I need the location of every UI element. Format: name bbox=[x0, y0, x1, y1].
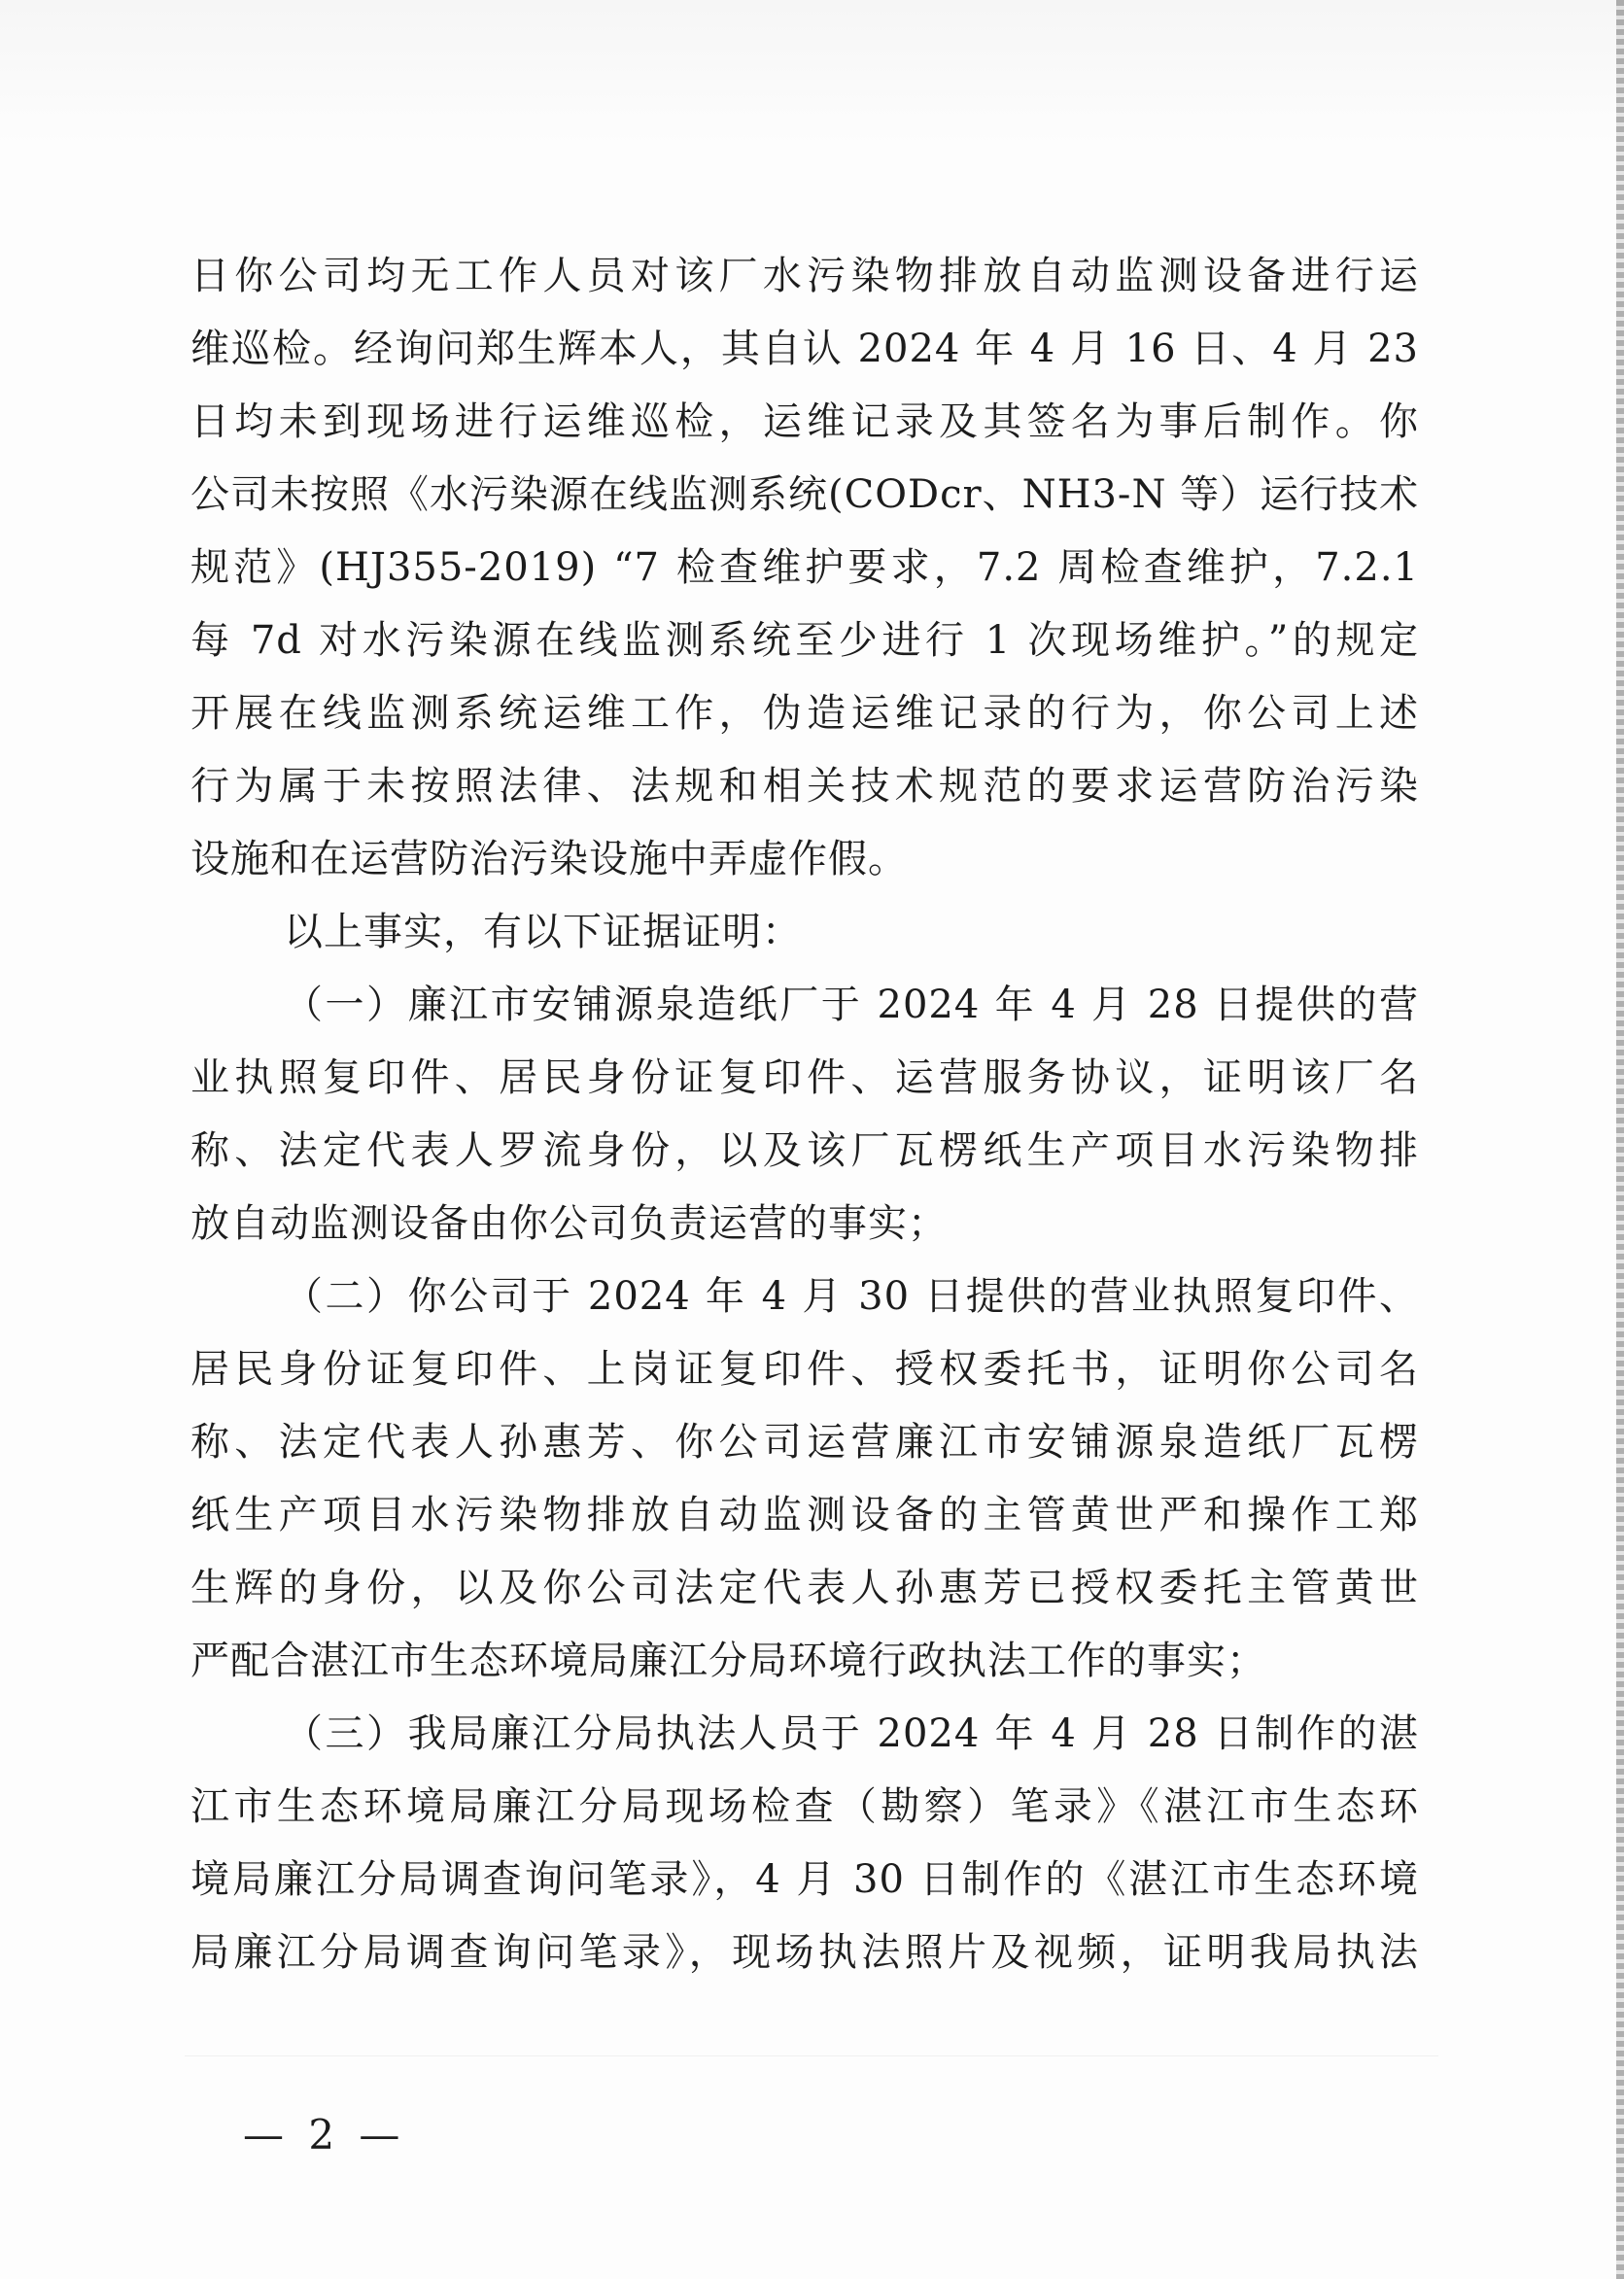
paragraph-evidence-3 bbox=[190, 1698, 1419, 1989]
text-line: 每 7d 对水污染源在线监测系统至少进行 1 次现场维护。”的规定 bbox=[190, 618, 1419, 663]
scan-edge-right bbox=[1616, 0, 1624, 2279]
scan-artifact-line bbox=[185, 2055, 1438, 2056]
text-line: 称、法定代表人罗流身份，以及该厂瓦楞纸生产项目水污染物排 bbox=[190, 1128, 1419, 1173]
text-line: 业执照复印件、居民身份证复印件、运营服务协议，证明该厂名 bbox=[190, 1055, 1419, 1100]
text-line: 日均未到现场进行运维巡检，运维记录及其签名为事后制作。你 bbox=[190, 399, 1419, 444]
text-line: 日你公司均无工作人员对该厂水污染物排放自动监测设备进行运 bbox=[190, 254, 1419, 298]
text-line: 公司未按照《水污染源在线监测系统(CODcr、NH3-N 等）运行技术 bbox=[190, 472, 1420, 517]
document-body bbox=[190, 240, 1419, 1989]
text-line: 局廉江分局调查询问笔录》，现场执法照片及视频，证明我局执法 bbox=[190, 1930, 1419, 1975]
text-line: 境局廉江分局调查询问笔录》，4 月 30 日制作的《湛江市生态环境 bbox=[190, 1857, 1419, 1902]
text-line: 居民身份证复印件、上岗证复印件、授权委托书，证明你公司名 bbox=[190, 1347, 1419, 1392]
paragraph-evidence-intro bbox=[190, 896, 1419, 969]
text-line: 生辉的身份，以及你公司法定代表人孙惠芳已授权委托主管黄世 bbox=[190, 1566, 1419, 1610]
text-line: （三）我局廉江分局执法人员于 2024 年 4 月 28 日制作的湛 bbox=[284, 1711, 1419, 1756]
paragraph-evidence-2 bbox=[190, 1260, 1419, 1698]
scan-shadow-top bbox=[0, 0, 1624, 146]
text-line: 开展在线监测系统运维工作，伪造运维记录的行为，你公司上述 bbox=[190, 691, 1419, 736]
page-number: — 2 — bbox=[243, 2111, 406, 2158]
paragraph-facts-summary bbox=[190, 240, 1419, 896]
text-line: 放自动监测设备由你公司负责运营的事实； bbox=[190, 1201, 948, 1246]
text-line: 以上事实，有以下证据证明： bbox=[284, 910, 802, 954]
text-line: 规范》(HJ355-2019) “7 检查维护要求，7.2 周检查维护，7.2.1 bbox=[190, 545, 1419, 590]
text-line: 设施和在运营防治污染设施中弄虚作假。 bbox=[190, 837, 908, 881]
text-line: （一）廉江市安铺源泉造纸厂于 2024 年 4 月 28 日提供的营 bbox=[284, 983, 1419, 1027]
text-line: 江市生态环境局廉江分局现场检查（勘察）笔录》《湛江市生态环 bbox=[190, 1784, 1419, 1829]
text-line: 行为属于未按照法律、法规和相关技术规范的要求运营防治污染 bbox=[190, 764, 1419, 809]
text-line: 称、法定代表人孙惠芳、你公司运营廉江市安铺源泉造纸厂瓦楞 bbox=[190, 1420, 1419, 1465]
text-line: 维巡检。经询问郑生辉本人，其自认 2024 年 4 月 16 日、4 月 23 bbox=[190, 327, 1419, 371]
paragraph-evidence-1 bbox=[190, 969, 1419, 1260]
text-line: （二）你公司于 2024 年 4 月 30 日提供的营业执照复印件、 bbox=[284, 1274, 1419, 1319]
text-line: 纸生产项目水污染物排放自动监测设备的主管黄世严和操作工郑 bbox=[190, 1493, 1419, 1537]
text-line: 严配合湛江市生态环境局廉江分局环境行政执法工作的事实； bbox=[190, 1639, 1266, 1683]
